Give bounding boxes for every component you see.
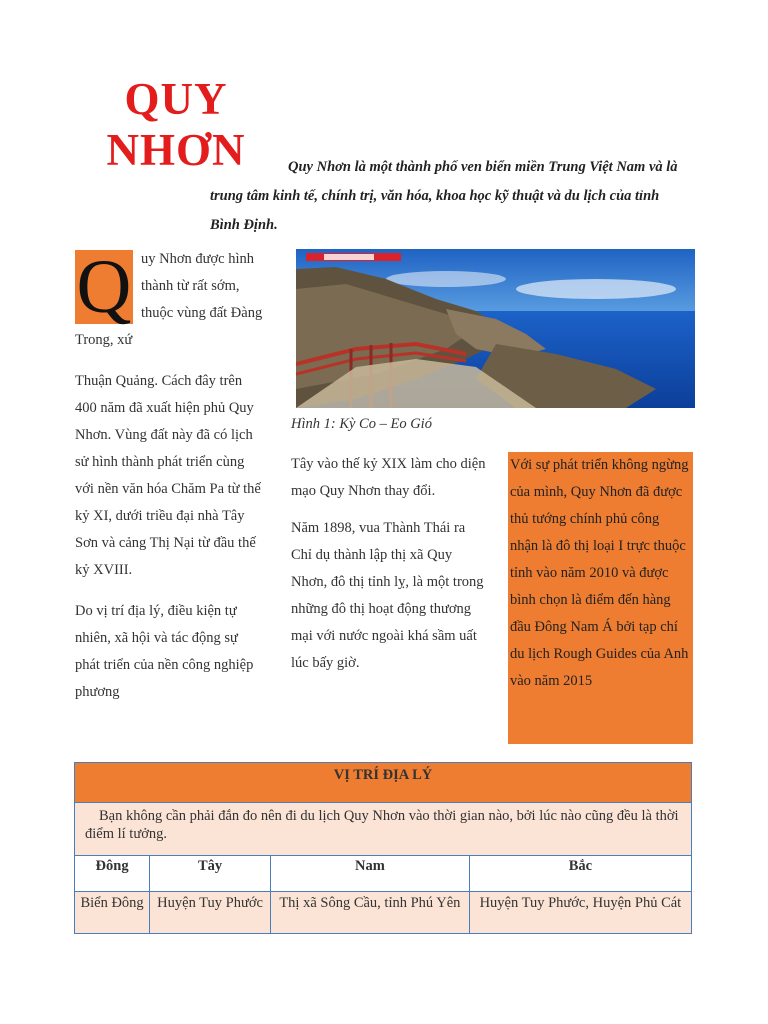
column2-paragraph-2: Năm 1898, vua Thành Thái ra Chỉ dụ thành lập thị xã Quy Nhơn, đô thị tỉnh lỵ, là một trong những đô thị hoạt động thương mại với nước ngoài khá sầm uất lúc bấy giờ. bbox=[291, 520, 484, 671]
column1-paragraph-1: uy Nhơn được hình thành từ rất sớm, thuộc vùng đất Đàng Trong, xứ bbox=[75, 251, 263, 348]
column2-paragraph-1: Tây vào thế kỷ XIX làm cho diện mạo Quy Nhơn thay đổi. bbox=[291, 456, 486, 499]
direction-west: Tây bbox=[150, 856, 271, 892]
title-line-2: NHƠN bbox=[106, 125, 246, 175]
coastal-photo bbox=[296, 249, 695, 408]
sidebar-box bbox=[508, 452, 693, 744]
sidebar-text: Với sự phát triển không ngừng của mình, Quy Nhơn đã được thủ tướng chính phủ công nhận là đô thị loại I trực thuộc tỉnh vào năm 2010 và được bình chọn là điểm đến hàng đầu Đông Nam Á bởi tạp chí du lịch Rough Guides của Anh vào năm 2015 bbox=[510, 457, 689, 689]
direction-north: Bắc bbox=[469, 856, 691, 892]
direction-east: Đông bbox=[75, 856, 150, 892]
column-1 bbox=[75, 246, 265, 720]
intro-paragraph: Quy Nhơn là một thành phố ven biển miền Trung Việt Nam và là trung tâm kinh tế, chính trị, văn hóa, khoa học kỹ thuật và du lịch của tỉnh Bình Định. bbox=[210, 159, 678, 233]
column1-paragraph-3: Do vị trí địa lý, điều kiện tự nhiên, xã hội và tác động sự phát triển của nền công nghiệp phương bbox=[75, 603, 254, 700]
table-description: Bạn không cần phải đắn đo nên đi du lịch Quy Nhơn vào thời gian nào, bởi lúc nào cũng đều là thời điểm lí tưởng. bbox=[75, 803, 692, 856]
table-heading: VỊ TRÍ ĐỊA LÝ bbox=[75, 763, 692, 803]
photo-caption: Hình 1: Kỳ Co – Eo Gió bbox=[291, 416, 432, 432]
title-line-1: QUY bbox=[124, 74, 228, 124]
value-east: Biển Đông bbox=[75, 892, 150, 934]
direction-south: Nam bbox=[270, 856, 469, 892]
value-north: Huyện Tuy Phước, Huyện Phủ Cát bbox=[469, 892, 691, 934]
drop-cap: Q bbox=[76, 245, 132, 329]
value-south: Thị xã Sông Cầu, tỉnh Phú Yên bbox=[270, 892, 469, 934]
value-west: Huyện Tuy Phước bbox=[150, 892, 271, 934]
column-2 bbox=[291, 451, 486, 687]
geo-location-table bbox=[74, 762, 692, 934]
column1-paragraph-2: Thuận Quảng. Cách đây trên 400 năm đã xuất hiện phủ Quy Nhơn. Vùng đất này đã có lịch sử hình thành phát triển cùng với nền văn hóa Chăm Pa từ thế kỷ XI, dưới triều đại nhà Tây Sơn và cảng Thị Nại từ đầu thế kỷ XVIII. bbox=[75, 373, 261, 578]
